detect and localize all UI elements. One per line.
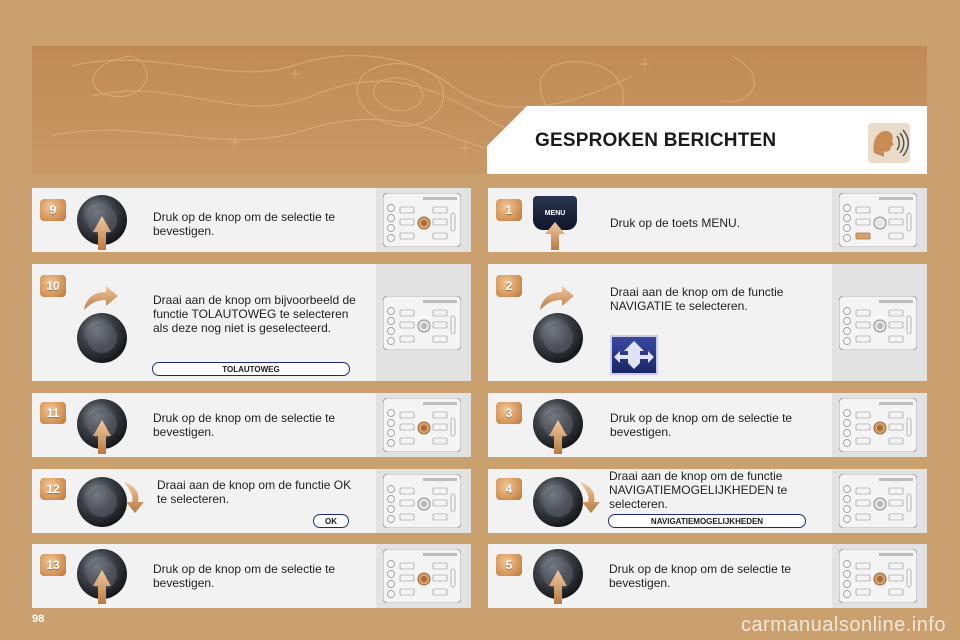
knob-push-icon bbox=[76, 548, 128, 606]
radio-panel bbox=[832, 544, 927, 608]
step-text: Druk op de toets MENU. bbox=[610, 216, 741, 230]
step-text: Druk op de knop om de selectie te bevestigen. bbox=[609, 562, 792, 590]
step-text: Draai aan de knop om de functie NAVIGATIEMOGELIJKHEDEN te selecteren. bbox=[609, 469, 788, 511]
step-text: Druk op de knop om de selectie te bevestigen. bbox=[153, 411, 336, 439]
radio-panel bbox=[376, 393, 471, 457]
step-text: Druk op de knop om de selectie te bevestigen. bbox=[610, 411, 793, 439]
radio-panel bbox=[832, 469, 927, 533]
knob-push-icon bbox=[76, 194, 128, 252]
step-number-badge: 13 bbox=[40, 554, 66, 576]
step-text: Druk op de knop om de selectie te bevestigen. bbox=[153, 210, 336, 238]
step-number-badge: 2 bbox=[496, 275, 522, 297]
rotate-arrow-icon bbox=[578, 480, 604, 514]
radio-unit-icon bbox=[383, 549, 461, 603]
voice-speaking-icon bbox=[868, 123, 910, 163]
step-number-badge: 12 bbox=[40, 478, 66, 500]
radio-unit-icon bbox=[383, 474, 461, 528]
knob-rotate-icon bbox=[532, 312, 584, 364]
radio-panel bbox=[832, 188, 927, 252]
step-number-badge: 9 bbox=[40, 199, 66, 221]
knob-rotate-icon bbox=[532, 476, 584, 528]
function-label-pill: OK bbox=[313, 514, 349, 528]
step-text: Draai aan de knop om de functie NAVIGATIE te selecteren. bbox=[610, 285, 784, 313]
knob-push-icon bbox=[532, 398, 584, 456]
radio-unit-icon bbox=[839, 398, 917, 452]
step-number-badge: 5 bbox=[496, 554, 522, 576]
menu-button-icon: MENU bbox=[533, 196, 577, 230]
knob-push-icon bbox=[76, 398, 128, 456]
radio-unit-icon bbox=[839, 193, 917, 247]
radio-unit-icon bbox=[383, 398, 461, 452]
radio-unit-icon bbox=[839, 549, 917, 603]
rotate-arrow-icon bbox=[80, 284, 120, 312]
radio-unit-icon bbox=[383, 296, 461, 350]
radio-panel bbox=[832, 264, 927, 381]
radio-panel bbox=[832, 393, 927, 457]
step-number-badge: 3 bbox=[496, 402, 522, 424]
knob-push-icon bbox=[532, 548, 584, 606]
rotate-arrow-icon bbox=[122, 480, 148, 514]
push-arrow-icon bbox=[544, 222, 566, 250]
radio-panel bbox=[376, 188, 471, 252]
radio-panel bbox=[376, 469, 471, 533]
function-label-pill: TOLAUTOWEG bbox=[152, 362, 350, 376]
page-number: 98 bbox=[32, 613, 45, 625]
radio-panel bbox=[376, 264, 471, 381]
radio-panel bbox=[376, 544, 471, 608]
radio-unit-icon bbox=[383, 193, 461, 247]
knob-rotate-icon bbox=[76, 476, 128, 528]
step-text: Draai aan de knop om bijvoorbeeld de functie TOLAUTOWEG te selecteren als deze nog niet is geselecteerd. bbox=[153, 293, 356, 335]
knob-rotate-icon bbox=[76, 312, 128, 364]
function-label-pill: NAVIGATIEMOGELIJKHEDEN bbox=[608, 514, 806, 528]
step-number-badge: 1 bbox=[496, 199, 522, 221]
step-number-badge: 11 bbox=[40, 402, 66, 424]
step-text: Druk op de knop om de selectie te bevestigen. bbox=[153, 562, 336, 590]
step-text: Draai aan de knop om de functie OK te selecteren. bbox=[157, 478, 352, 506]
watermark: carmanualsonline.info bbox=[740, 614, 946, 636]
radio-unit-icon bbox=[839, 474, 917, 528]
navigation-icon bbox=[610, 335, 658, 375]
radio-unit-icon bbox=[839, 296, 917, 350]
rotate-arrow-icon bbox=[536, 284, 576, 312]
step-number-badge: 4 bbox=[496, 478, 522, 500]
step-number-badge: 10 bbox=[40, 275, 66, 297]
page-title: GESPROKEN BERICHTEN bbox=[535, 130, 777, 151]
